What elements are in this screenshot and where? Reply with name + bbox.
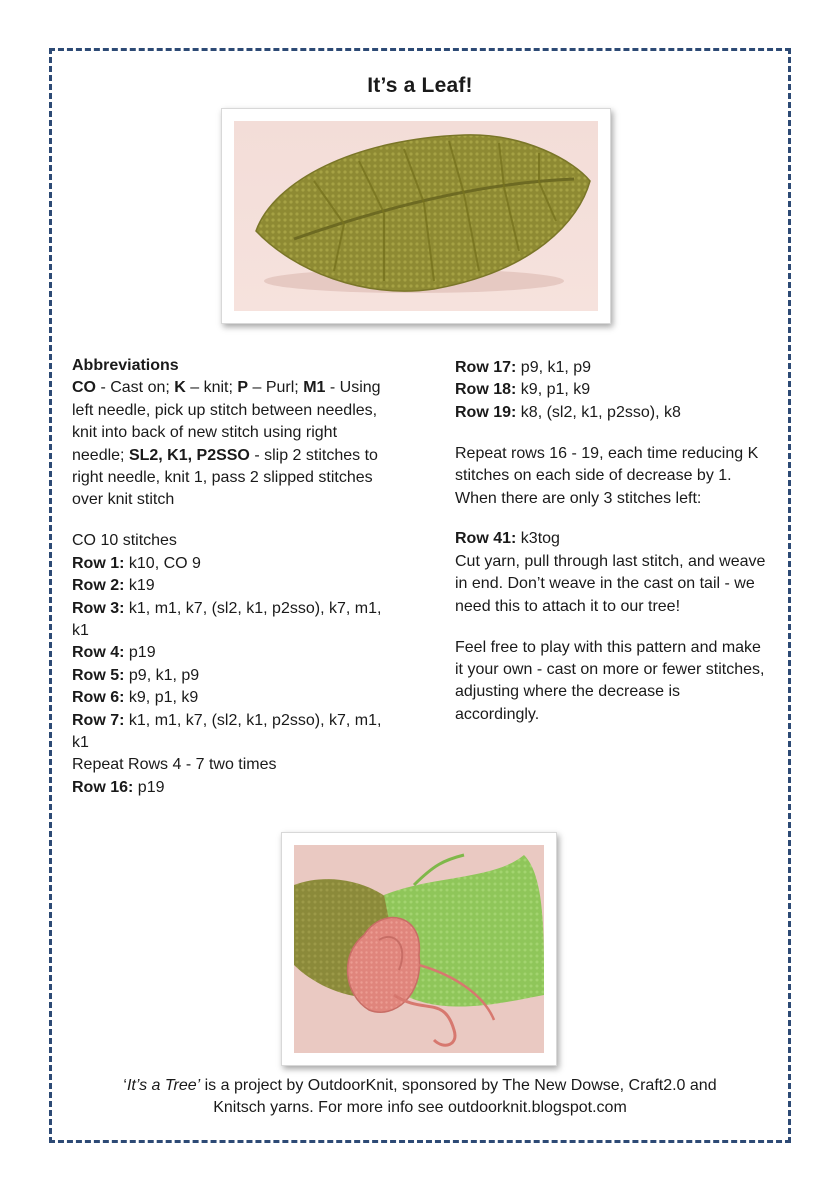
knitted-leaf-image	[234, 121, 598, 311]
instructions-column	[455, 357, 767, 726]
finishing-instruction: Cut yarn, pull through last stitch, and weave in end. Don’t weave in the cast on tail - we need this to attach it to our tree!	[455, 552, 766, 615]
pattern-row: Row 18: k9, p1, k9	[455, 381, 591, 399]
abbreviations-column	[72, 355, 390, 799]
page-title: It’s a Leaf!	[367, 74, 473, 97]
pattern-row: Row 7: k1, m1, k7, (sl2, k1, p2sso), k7, m1, k1	[72, 711, 382, 751]
pattern-row: Row 2: k19	[72, 577, 155, 595]
closing-note: Feel free to play with this pattern and make it your own - cast on more or fewer stitches, adjusting where the decrease is accordingly.	[455, 638, 765, 723]
pattern-row: Row 1: k10, CO 9	[72, 554, 201, 572]
repeat-instruction: Repeat rows 16 - 19, each time reducing K stitches on each side of decrease by 1.	[455, 444, 759, 485]
flower-photo	[281, 832, 557, 1066]
abbreviations-text: CO - Cast on; K – knit; P – Purl; M1 - Using left needle, pick up stitch between needles, knit into back of new stitch using right needle; SL2, K1, P2SSO - slip 2 stitches to right needle, knit 1, pass 2 slipped stitches over knit stitch	[72, 379, 381, 509]
footer-line-2: Knitsch yarns. For more info see outdoorknit.blogspot.com	[213, 1098, 627, 1116]
knitted-flower-image	[294, 845, 544, 1053]
pattern-row: Row 3: k1, m1, k7, (sl2, k1, p2sso), k7, m1, k1	[72, 599, 382, 639]
repeat-instruction: Repeat Rows 4 - 7 two times	[72, 756, 277, 774]
pattern-row: Row 4: p19	[72, 644, 156, 662]
stitches-left-note: When there are only 3 stitches left:	[455, 489, 702, 507]
leaf-photo	[221, 108, 611, 324]
pattern-row: Row 5: p9, k1, p9	[72, 666, 200, 684]
abbreviations-heading: Abbreviations	[72, 357, 179, 374]
pattern-row: Row 19: k8, (sl2, k1, p2sso), k8	[455, 403, 681, 421]
pattern-row: Row 17: p9, k1, p9	[455, 359, 592, 376]
footer-credits	[60, 1075, 780, 1118]
cast-on-instruction: CO 10 stitches	[72, 532, 177, 550]
pattern-row: Row 16: p19	[72, 778, 165, 796]
footer-line-1: ‘It’s a Tree’ is a project by OutdoorKnit, sponsored by The New Dowse, Craft2.0 and	[123, 1077, 717, 1094]
pattern-row: Row 41: k3tog	[455, 530, 560, 548]
pattern-row: Row 6: k9, p1, k9	[72, 689, 199, 707]
